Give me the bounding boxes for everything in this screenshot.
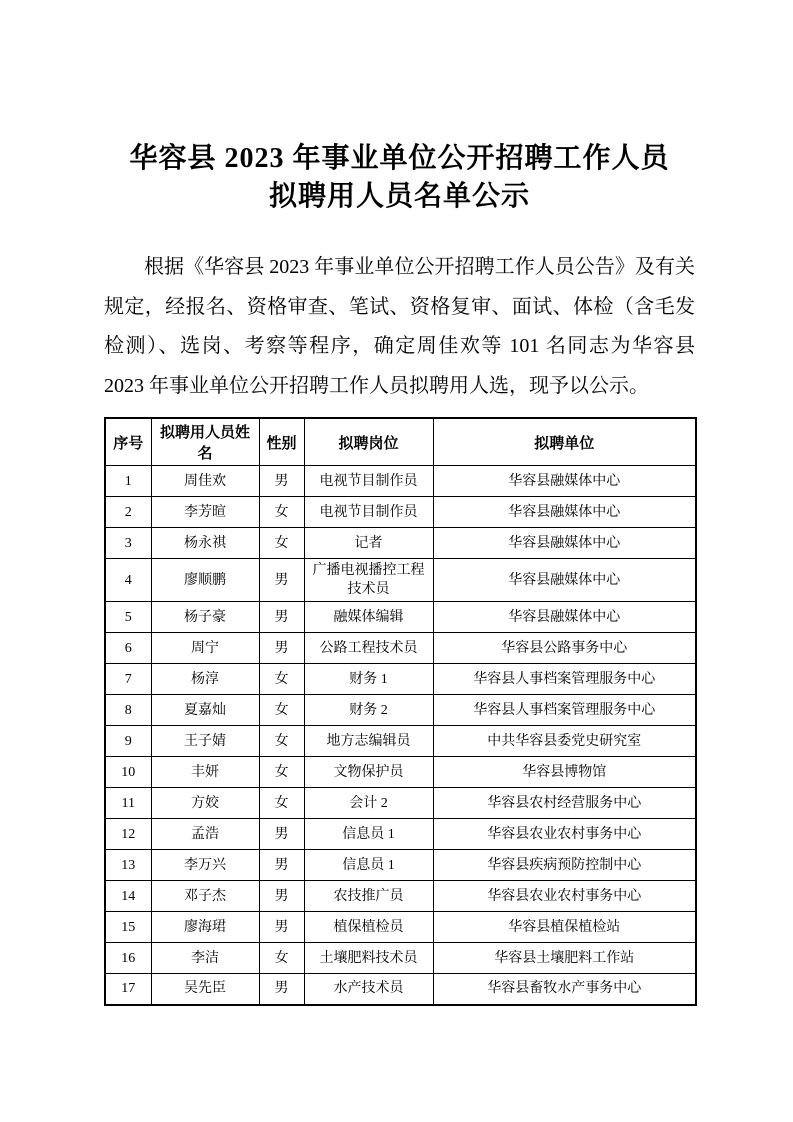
cell-name: 李芳暄 — [151, 497, 259, 528]
cell-unit: 华容县公路事务中心 — [433, 633, 696, 664]
column-header-name: 拟聘用人员姓名 — [151, 418, 259, 466]
cell-unit: 华容县融媒体中心 — [433, 466, 696, 497]
cell-name: 吴先臣 — [151, 974, 259, 1005]
cell-index: 1 — [105, 466, 151, 497]
cell-gender: 女 — [259, 726, 304, 757]
cell-index: 10 — [105, 757, 151, 788]
cell-index: 12 — [105, 819, 151, 850]
cell-position: 水产技术员 — [304, 974, 433, 1005]
cell-gender: 男 — [259, 602, 304, 633]
cell-name: 周佳欢 — [151, 466, 259, 497]
cell-name: 王子婧 — [151, 726, 259, 757]
cell-index: 2 — [105, 497, 151, 528]
cell-index: 15 — [105, 912, 151, 943]
cell-unit: 华容县博物馆 — [433, 757, 696, 788]
cell-position: 财务 2 — [304, 695, 433, 726]
cell-gender: 女 — [259, 664, 304, 695]
cell-gender: 女 — [259, 695, 304, 726]
cell-unit: 华容县人事档案管理服务中心 — [433, 664, 696, 695]
cell-unit: 中共华容县委党史研究室 — [433, 726, 696, 757]
cell-index: 9 — [105, 726, 151, 757]
cell-position: 广播电视播控工程技术员 — [304, 559, 433, 602]
cell-index: 6 — [105, 633, 151, 664]
cell-name: 夏嘉灿 — [151, 695, 259, 726]
cell-index: 5 — [105, 602, 151, 633]
intro-paragraph: 根据《华容县 2023 年事业单位公开招聘工作人员公告》及有关规定，经报名、资格审查、笔试、资格复审、面试、体检（含毛发检测）、选岗、考察等程序，确定周佳欢等 101 名同志为华容县 2023 年事业单位公开招聘工作人员拟聘用人选，现予以公示。 — [104, 256, 695, 397]
table-row — [105, 497, 696, 528]
table-row — [105, 559, 696, 602]
cell-unit: 华容县融媒体中心 — [433, 602, 696, 633]
cell-index: 8 — [105, 695, 151, 726]
cell-unit: 华容县土壤肥料工作站 — [433, 943, 696, 974]
cell-position: 公路工程技术员 — [304, 633, 433, 664]
cell-position: 植保植检员 — [304, 912, 433, 943]
cell-position: 会计 2 — [304, 788, 433, 819]
document-title — [104, 140, 695, 216]
table-row — [105, 633, 696, 664]
cell-name: 杨子豪 — [151, 602, 259, 633]
cell-position: 农技推广员 — [304, 881, 433, 912]
table-row — [105, 695, 696, 726]
cell-position: 信息员 1 — [304, 850, 433, 881]
cell-name: 杨永祺 — [151, 528, 259, 559]
cell-name: 方姣 — [151, 788, 259, 819]
document-content — [0, 140, 793, 1006]
cell-name: 孟浩 — [151, 819, 259, 850]
cell-name: 杨淳 — [151, 664, 259, 695]
cell-unit: 华容县融媒体中心 — [433, 559, 696, 602]
cell-gender: 女 — [259, 528, 304, 559]
table-row — [105, 757, 696, 788]
table-row — [105, 819, 696, 850]
cell-index: 17 — [105, 974, 151, 1005]
cell-name: 邓子杰 — [151, 881, 259, 912]
cell-index: 4 — [105, 559, 151, 602]
document-title-line1: 华容县 2023 年事业单位公开招聘工作人员 — [129, 143, 670, 174]
cell-gender: 男 — [259, 819, 304, 850]
cell-position: 土壤肥料技术员 — [304, 943, 433, 974]
column-header-unit: 拟聘单位 — [433, 418, 696, 466]
cell-gender: 男 — [259, 466, 304, 497]
cell-index: 14 — [105, 881, 151, 912]
cell-position: 融媒体编辑 — [304, 602, 433, 633]
cell-gender: 女 — [259, 757, 304, 788]
table-row — [105, 466, 696, 497]
cell-name: 丰妍 — [151, 757, 259, 788]
cell-unit: 华容县融媒体中心 — [433, 528, 696, 559]
cell-gender: 男 — [259, 850, 304, 881]
table-row — [105, 974, 696, 1005]
cell-index: 7 — [105, 664, 151, 695]
cell-gender: 男 — [259, 559, 304, 602]
cell-gender: 男 — [259, 881, 304, 912]
cell-position: 财务 1 — [304, 664, 433, 695]
cell-name: 周宁 — [151, 633, 259, 664]
cell-name: 廖海珺 — [151, 912, 259, 943]
cell-name: 廖顺鹏 — [151, 559, 259, 602]
table-row — [105, 912, 696, 943]
cell-name: 李洁 — [151, 943, 259, 974]
cell-gender: 男 — [259, 633, 304, 664]
cell-position: 地方志编辑员 — [304, 726, 433, 757]
cell-name: 李万兴 — [151, 850, 259, 881]
table-row — [105, 602, 696, 633]
cell-unit: 华容县农业农村事务中心 — [433, 881, 696, 912]
table-row — [105, 881, 696, 912]
column-header-gender: 性别 — [259, 418, 304, 466]
cell-unit: 华容县融媒体中心 — [433, 497, 696, 528]
cell-gender: 男 — [259, 974, 304, 1005]
cell-unit: 华容县人事档案管理服务中心 — [433, 695, 696, 726]
cell-unit: 华容县植保植检站 — [433, 912, 696, 943]
roster-table-body — [105, 466, 696, 1005]
table-row — [105, 528, 696, 559]
table-row — [105, 788, 696, 819]
cell-position: 电视节目制作员 — [304, 497, 433, 528]
cell-index: 16 — [105, 943, 151, 974]
cell-index: 11 — [105, 788, 151, 819]
column-header-position: 拟聘岗位 — [304, 418, 433, 466]
cell-gender: 男 — [259, 912, 304, 943]
cell-position: 记者 — [304, 528, 433, 559]
cell-unit: 华容县农村经营服务中心 — [433, 788, 696, 819]
cell-unit: 华容县疾病预防控制中心 — [433, 850, 696, 881]
cell-position: 文物保护员 — [304, 757, 433, 788]
cell-gender: 女 — [259, 788, 304, 819]
cell-position: 信息员 1 — [304, 819, 433, 850]
cell-unit: 华容县畜牧水产事务中心 — [433, 974, 696, 1005]
header-row — [105, 418, 696, 466]
table-row — [105, 726, 696, 757]
roster-table — [104, 417, 697, 1006]
cell-index: 3 — [105, 528, 151, 559]
column-header-index: 序号 — [105, 418, 151, 466]
cell-unit: 华容县农业农村事务中心 — [433, 819, 696, 850]
document-title-line2: 拟聘用人员名单公示 — [268, 181, 530, 212]
cell-gender: 女 — [259, 943, 304, 974]
cell-gender: 女 — [259, 497, 304, 528]
table-row — [105, 664, 696, 695]
cell-index: 13 — [105, 850, 151, 881]
table-row — [105, 943, 696, 974]
roster-table-head — [105, 418, 696, 466]
table-row — [105, 850, 696, 881]
cell-position: 电视节目制作员 — [304, 466, 433, 497]
